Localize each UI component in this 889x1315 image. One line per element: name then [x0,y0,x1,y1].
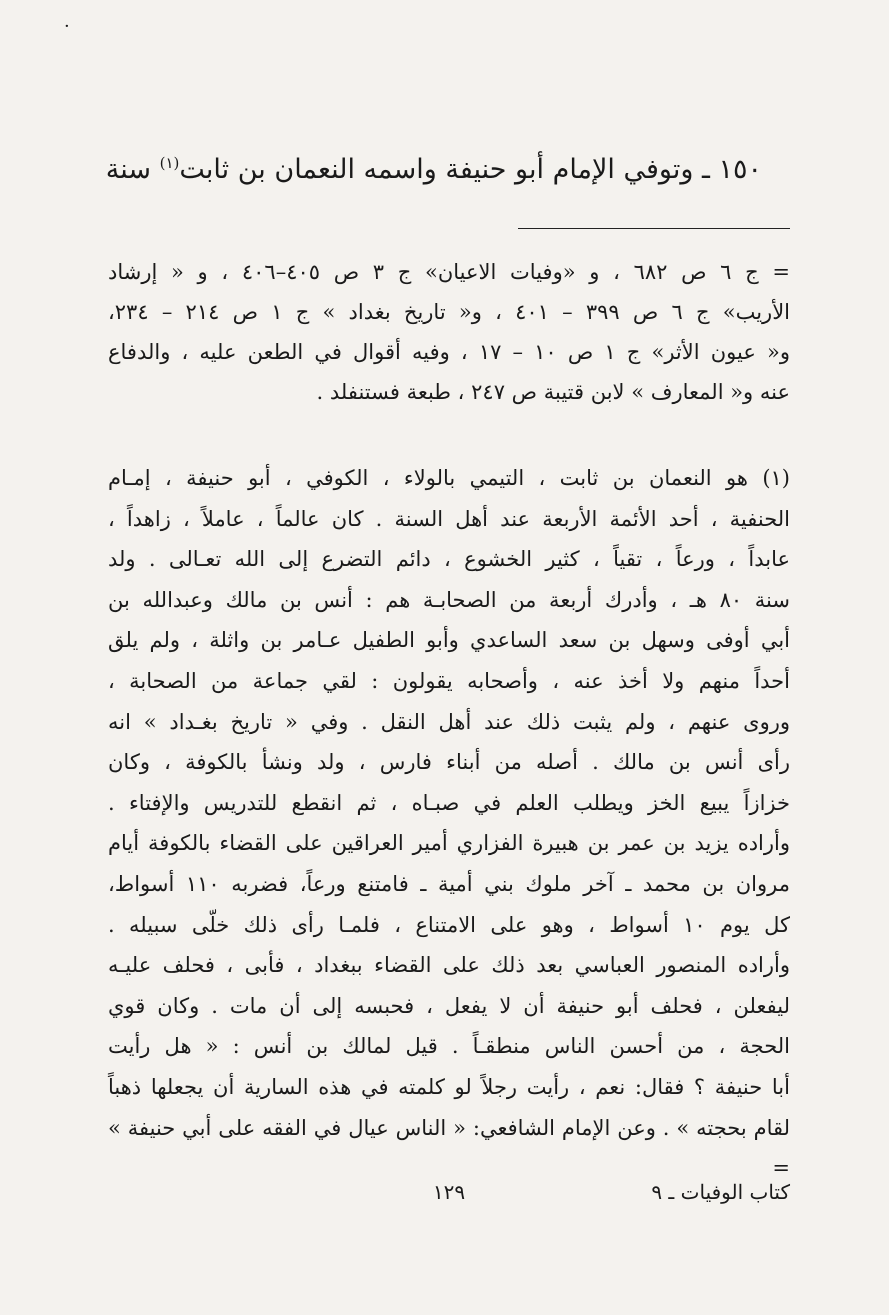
entry-text: ١٥٠ ـ وتوفي الإمام أبو حنيفة واسمه النعمان بن ثابت [179,154,762,185]
footnote-ref: (١) [159,154,180,172]
continuation-line: = ج ٦ ص ٦٨٢ ، و «وفيات الاعيان» ج ٣ ص ٤٠٥–٤٠٦ ، و « إرشاد [108,260,790,284]
corner-mark: · [64,16,70,37]
signature-mark: كتاب الوفيات ـ ٩ [651,1180,790,1204]
footnote-divider [518,228,790,229]
entry-tail: سنة [105,154,151,185]
continuation-line: عنه و« المعارف » لابن قتيبة ص ٢٤٧ ، طبعة فستنفلد . [316,380,790,404]
footnote-line: لقام بحجته » . وعن الإمام الشافعي: « الناس عيال في الفقه على أبي حنيفة » = [108,1115,790,1181]
footnote-line: أبا حنيفة ؟ فقال: نعم ، رأيت رجلاً لو كلمته في هذه السارية أن يجعلها ذهباً [108,1074,790,1099]
footnote-line: وأراده المنصور العباسي بعد ذلك على القضاء ببغداد ، فأبى ، فحلف عليـه [108,953,790,978]
footnote-line: ليفعلن ، فحلف أبو حنيفة أن لا يفعل ، فحبسه إلى أن مات . وكان قوي [108,993,790,1018]
footnote-line: الحنفية ، أحد الأئمة الأربعة عند أهل السنة . كان عالماً ، عاملاً ، زاهداً ، [108,506,790,531]
entry-line [105,140,762,193]
page-footer [108,1180,790,1220]
continuation-line: و« عيون الأثر» ج ١ ص ١٠ – ١٧ ، وفيه أقوال في الطعن عليه ، والدفاع [108,340,790,364]
page-number: ١٢٩ [432,1180,466,1204]
footnote-body [108,458,790,1189]
footnote-line: (١) هو النعمان بن ثابت ، التيمي بالولاء ، الكوفي ، أبو حنيفة ، إمـام [108,466,790,490]
footnote-line: الحجة ، من أحسن الناس منطقـاً . قيل لمالك بن أنس : « هل رأيت [108,1034,790,1059]
footnote-line: أحداً منهم ولا أخذ عنه ، وأصحابه يقولون : لقي جماعة من الصحابة ، [108,668,790,693]
footnote-line: خزازاً يبيع الخز ويطلب العلم في صبـاه ، ثم انقطع للتدريس والإفتاء . [108,790,790,815]
footnote-continuation [108,252,790,412]
footnote-line: سنة ٨٠ هـ ، وأدرك أربعة من الصحابـة هم : أنس بن مالك وعبدالله بن [108,587,790,612]
footnote-line: رأى أنس بن مالك . أصله من أبناء فارس ، ولد ونشأ بالكوفة ، وكان [108,750,790,775]
continuation-line: الأريب» ج ٦ ص ٣٩٩ – ٤٠١ ، و« تاريخ بغداد » ج ١ ص ٢١٤ – ٢٣٤، [108,300,791,324]
footnote-line: مروان بن محمد ـ آخر ملوك بني أمية ـ فامتنع ورعاً، فضربه ١١٠ أسواط، [108,871,790,896]
footnote-line: كل يوم ١٠ أسواط ، وهو على الامتناع ، فلمـا رأى ذلك خلّى سبيله . [108,912,790,937]
footnote-line: عابداً ، ورعاً ، تقياً ، كثير الخشوع ، دائم التضرع إلى الله تعـالى . ولد [108,547,790,572]
footnote-line: أبي أوفى وسهل بن سعد الساعدي وأبو الطفيل عـامر بن واثلة ، ولم يلق [108,628,790,653]
footnote-line: وأراده يزيد بن عمر بن هبيرة الفزاري أمير العراقين على القضاء بالكوفة أيام [108,831,790,856]
footnote-line: وروى عنهم ، ولم يثبت ذلك عند أهل النقل . وفي « تاريخ بغـداد » انه [108,709,790,734]
